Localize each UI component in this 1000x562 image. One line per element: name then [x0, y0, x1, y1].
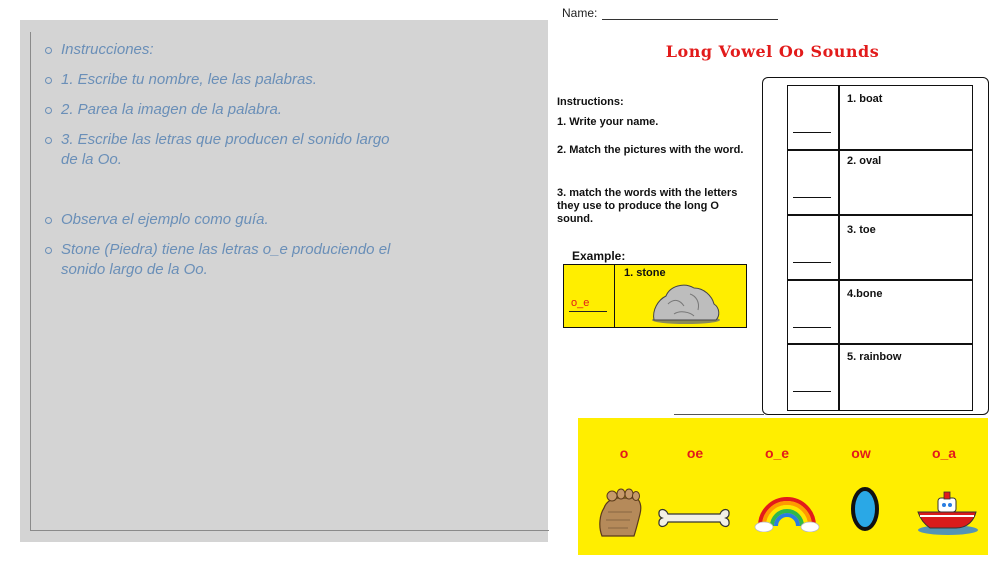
word-3[interactable]: 3. toe [847, 224, 876, 236]
list-item: Instrucciones: [45, 40, 405, 60]
list-item: 3. Escribe las letras que producen el sonido largo de la Oo. [45, 130, 405, 170]
instructions-heading: Instructions: [557, 96, 624, 108]
word-1[interactable]: 1. boat [847, 93, 883, 105]
bullet-icon [45, 217, 52, 224]
word-4[interactable]: 4.bone [847, 288, 883, 300]
row-divider [788, 214, 972, 216]
answer-blank-2[interactable] [793, 197, 831, 198]
row-divider [788, 279, 972, 281]
answer-blank-4[interactable] [793, 327, 831, 328]
bullet-icon [45, 47, 52, 54]
example-box [563, 264, 747, 328]
row-divider [788, 343, 972, 345]
word-2[interactable]: 2. oval [847, 155, 882, 167]
instruction-1: 1. Write your name. [557, 116, 659, 128]
example-answer-line [569, 311, 607, 312]
bullet-icon [45, 107, 52, 114]
choice-ow[interactable]: ow [851, 445, 871, 461]
foot-icon[interactable] [596, 486, 644, 542]
choice-oe[interactable]: oe [686, 445, 704, 461]
rainbow-icon[interactable] [754, 496, 820, 532]
oval-icon[interactable] [850, 486, 880, 532]
name-field[interactable] [602, 19, 778, 20]
answer-blank-1[interactable] [793, 132, 831, 133]
stone-icon [650, 280, 722, 324]
name-label: Name: [562, 6, 598, 20]
column-divider [838, 86, 840, 410]
divider-line [674, 414, 764, 415]
instruction-3: 3. match the words with the letters they use to produce the long O sound. [557, 187, 738, 225]
answer-blank-5[interactable] [793, 391, 831, 392]
worksheet-title: Long Vowel Oo Sounds [665, 42, 880, 61]
row-divider [788, 149, 972, 151]
choice-o-a[interactable]: o_a [931, 445, 957, 461]
example-answer: o_e [571, 297, 590, 309]
instructions-panel [20, 20, 548, 542]
bullet-icon [45, 77, 52, 84]
answer-blank-3[interactable] [793, 262, 831, 263]
list-item: 2. Parea la imagen de la palabra. [45, 100, 405, 120]
choice-o[interactable]: o [619, 445, 629, 461]
instruction-2: 2. Match the pictures with the word. [557, 144, 744, 156]
list-item: 1. Escribe tu nombre, lee las palabras. [45, 70, 405, 90]
list-item: Observa el ejemplo como guía. [45, 210, 405, 230]
example-label: Example: [572, 249, 626, 263]
choice-o-e[interactable]: o_e [764, 445, 790, 461]
bullet-icon [45, 137, 52, 144]
list-item: Stone (Piedra) tiene las letras o_e produciendo el sonido largo de la Oo. [45, 240, 425, 280]
word-table [762, 77, 989, 415]
example-divider [614, 265, 615, 327]
word-table-grid [787, 85, 973, 411]
choices-panel [578, 418, 988, 555]
bone-icon[interactable] [658, 506, 730, 530]
example-word: 1. stone [624, 267, 666, 279]
instructions-frame [30, 32, 549, 531]
boat-icon[interactable] [916, 490, 980, 536]
bullet-icon [45, 247, 52, 254]
word-5[interactable]: 5. rainbow [847, 351, 902, 363]
